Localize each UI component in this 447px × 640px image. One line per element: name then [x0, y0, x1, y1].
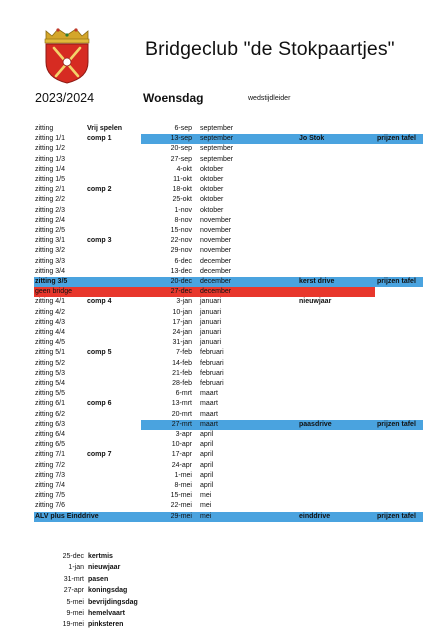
session-month: januari	[200, 339, 222, 347]
session-month: april	[200, 461, 214, 469]
schedule-row	[0, 471, 447, 481]
session-date: 13-dec	[170, 267, 192, 275]
event-label: paasdrive	[299, 420, 332, 428]
session-name: zitting 4/3	[35, 318, 65, 326]
session-month: november	[200, 247, 232, 255]
session-name: zitting	[35, 125, 54, 132]
session-name: zitting 3/3	[35, 257, 65, 265]
session-month: december	[200, 278, 232, 285]
event-label: Jo Stok	[299, 135, 325, 143]
schedule-row	[0, 420, 447, 430]
session-date: 8-mei	[174, 482, 192, 489]
schedule-row	[0, 318, 447, 328]
schedule-row	[0, 165, 447, 175]
schedule-row	[0, 206, 447, 216]
prize-label: prijzen tafel	[377, 512, 416, 520]
session-date: 11-okt	[173, 176, 192, 183]
session-name: zitting 3/2	[35, 247, 65, 255]
session-name: geen bridge	[35, 288, 72, 296]
session-month: december	[200, 267, 232, 275]
session-date: 6-dec	[174, 257, 192, 265]
session-name: zitting 1/1	[35, 135, 65, 143]
session-month: april	[200, 482, 214, 489]
holiday-row	[0, 574, 447, 585]
session-month: maart	[200, 420, 218, 428]
schedule-row	[0, 440, 447, 450]
session-month: januari	[200, 298, 222, 306]
competition-label: comp 4	[87, 298, 112, 306]
schedule-row	[0, 369, 447, 379]
competition-label: comp 7	[87, 451, 112, 459]
schedule-row	[0, 461, 447, 471]
session-month: april	[200, 441, 214, 449]
session-month: april	[200, 451, 214, 459]
session-date: 24-jan	[172, 329, 192, 336]
schedule-row	[0, 185, 447, 195]
prize-label: prijzen tafel	[377, 278, 416, 285]
session-month: april	[200, 471, 214, 479]
session-date: 29-mei	[170, 512, 192, 520]
holiday-name: nieuwjaar	[88, 564, 121, 572]
session-date: 10-jan	[172, 308, 192, 316]
event-label: kerst drive	[299, 278, 335, 285]
session-date: 20-sep	[170, 145, 192, 153]
schedule-row	[0, 430, 447, 440]
schedule-row	[0, 297, 447, 307]
schedule-row	[0, 144, 447, 154]
session-name: zitting 4/1	[35, 298, 65, 306]
session-date: 15-nov	[170, 227, 192, 234]
session-month: januari	[200, 318, 222, 326]
session-month: september	[200, 155, 234, 163]
session-name: zitting 2/4	[35, 216, 65, 224]
session-name: zitting 7/1	[35, 451, 65, 459]
session-date: 13-sep	[170, 135, 192, 143]
schedule-row	[0, 124, 447, 134]
prize-label: prijzen tafel	[377, 135, 416, 143]
weekday-label: Woensdag	[143, 91, 204, 105]
session-month: februari	[200, 380, 224, 387]
schedule-row	[0, 481, 447, 491]
holiday-name: pasen	[88, 575, 109, 583]
competition-label: Vrij spelen	[87, 125, 123, 132]
session-date: 27-sep	[170, 155, 192, 163]
holiday-row	[0, 597, 447, 608]
session-name: zitting 7/6	[35, 502, 65, 510]
schedule-row	[0, 155, 447, 165]
session-date: 17-apr	[171, 451, 192, 459]
session-month: september	[200, 145, 234, 153]
session-date: 27-dec	[170, 288, 192, 296]
session-date: 3-jan	[176, 298, 192, 306]
session-month: oktober	[200, 206, 224, 214]
schedule-row	[0, 134, 447, 144]
session-name: zitting 2/1	[35, 186, 65, 194]
session-date: 21-feb	[172, 369, 192, 377]
session-name: zitting 5/2	[35, 359, 65, 367]
session-month: november	[200, 237, 232, 245]
session-name: zitting 6/1	[35, 400, 65, 408]
schedule-row	[0, 348, 447, 358]
schedule-row	[0, 399, 447, 409]
session-name: zitting 2/2	[35, 196, 65, 204]
session-date: 18-okt	[172, 186, 192, 194]
holiday-name: hemelvaart	[88, 610, 125, 617]
session-name: zitting 1/4	[35, 165, 65, 173]
schedule-row	[0, 359, 447, 369]
session-name: zitting 1/2	[35, 145, 65, 153]
session-date: 17-jan	[172, 318, 192, 326]
session-month: januari	[200, 308, 222, 316]
session-date: 3-apr	[175, 431, 192, 438]
session-month: oktober	[200, 196, 224, 204]
session-month: december	[200, 257, 232, 265]
session-date: 8-nov	[174, 216, 192, 224]
session-date: 27-mrt	[171, 420, 192, 428]
session-name: ALV plus Einddrive	[35, 512, 99, 520]
schedule-row	[0, 216, 447, 226]
session-month: februari	[200, 359, 224, 367]
session-date: 24-apr	[171, 461, 192, 469]
holiday-row	[0, 608, 447, 619]
holiday-name: koningsdag	[88, 587, 128, 595]
schedule-row	[0, 491, 447, 501]
session-name: zitting 3/4	[35, 267, 65, 275]
session-month: september	[200, 135, 234, 143]
schedule-row	[0, 226, 447, 236]
session-name: zitting 1/5	[35, 176, 65, 183]
session-name: zitting 3/5	[35, 278, 68, 285]
session-month: oktober	[200, 165, 224, 173]
session-month: mei	[200, 512, 212, 520]
event-label: einddrive	[299, 512, 331, 520]
competition-label: comp 5	[87, 349, 112, 357]
session-month: januari	[200, 329, 222, 336]
session-name: zitting 5/3	[35, 369, 65, 377]
schedule-row	[0, 501, 447, 511]
leader-label: wedstijdleider	[248, 95, 291, 102]
session-name: zitting 4/2	[35, 308, 65, 316]
session-month: maart	[200, 410, 218, 418]
competition-label: comp 6	[87, 400, 112, 408]
holiday-name: kertmis	[88, 553, 113, 560]
session-name: zitting 5/5	[35, 390, 65, 398]
session-date: 4-okt	[176, 165, 192, 173]
session-name: zitting 7/5	[35, 492, 65, 500]
schedule-row	[0, 328, 447, 338]
session-name: zitting 2/3	[35, 206, 65, 214]
schedule-row	[0, 246, 447, 256]
session-date: 20-mrt	[171, 410, 192, 418]
schedule-row	[0, 410, 447, 420]
session-date: 7-feb	[176, 349, 192, 357]
session-date: 31-jan	[172, 339, 192, 347]
session-name: zitting 5/4	[35, 380, 65, 387]
session-name: zitting 4/4	[35, 329, 65, 336]
schedule-row	[0, 450, 447, 460]
session-date: 14-feb	[172, 359, 192, 367]
session-month: oktober	[200, 186, 224, 194]
holiday-name: bevrijdingsdag	[88, 598, 138, 606]
session-month: mei	[200, 492, 212, 500]
session-date: 22-nov	[170, 237, 192, 245]
session-name: zitting 1/3	[35, 155, 65, 163]
session-name: zitting 3/1	[35, 237, 65, 245]
holiday-name: pinksteren	[88, 621, 124, 629]
event-label: nieuwjaar	[299, 298, 332, 306]
club-logo	[40, 26, 94, 84]
session-date: 13-mrt	[171, 400, 192, 408]
holiday-date: 31-mrt	[63, 575, 84, 583]
holiday-row	[0, 585, 447, 596]
session-name: zitting 6/5	[35, 441, 65, 449]
session-date: 29-nov	[170, 247, 192, 255]
session-month: april	[200, 431, 214, 438]
holiday-date: 5-mei	[66, 598, 84, 606]
session-date: 20-dec	[170, 278, 192, 285]
holiday-date: 9-mei	[66, 610, 84, 617]
club-title: Bridgeclub "de Stokpaartjes"	[145, 38, 395, 60]
session-month: maart	[200, 390, 218, 398]
session-date: 6-sep	[174, 125, 192, 132]
session-name: zitting 5/1	[35, 349, 65, 357]
holiday-row	[0, 551, 447, 562]
session-date: 25-okt	[172, 196, 192, 204]
session-date: 10-apr	[171, 441, 192, 449]
session-date: 15-mei	[170, 492, 192, 500]
holiday-date: 27-apr	[63, 587, 84, 595]
schedule-row	[0, 195, 447, 205]
prize-label: prijzen tafel	[377, 420, 416, 428]
session-month: november	[200, 216, 232, 224]
session-month: december	[200, 288, 232, 296]
schedule-row	[0, 267, 447, 277]
session-name: zitting 2/5	[35, 227, 65, 234]
session-date: 1-nov	[174, 206, 192, 214]
session-date: 22-mei	[170, 502, 192, 510]
season-label: 2023/2024	[35, 91, 95, 105]
session-month: februari	[200, 369, 224, 377]
holiday-row	[0, 562, 447, 573]
schedule-row	[0, 308, 447, 318]
session-name: zitting 6/2	[35, 410, 65, 418]
session-name: zitting 4/5	[35, 339, 65, 347]
session-name: zitting 7/3	[35, 471, 65, 479]
competition-label: comp 2	[87, 186, 112, 194]
schedule-row	[0, 379, 447, 389]
session-month: november	[200, 227, 232, 234]
schedule-row	[0, 512, 447, 522]
session-name: zitting 6/4	[35, 431, 65, 438]
session-date: 28-feb	[172, 380, 192, 387]
session-name: zitting 7/4	[35, 482, 65, 489]
schedule-row	[0, 338, 447, 348]
holiday-date: 19-mei	[62, 621, 84, 629]
holiday-row	[0, 619, 447, 630]
session-date: 1-mei	[174, 471, 192, 479]
schedule-row	[0, 277, 447, 287]
session-month: oktober	[200, 176, 224, 183]
schedule-row	[0, 389, 447, 399]
schedule-row	[0, 236, 447, 246]
session-month: februari	[200, 349, 224, 357]
session-name: zitting 7/2	[35, 461, 65, 469]
session-month: september	[200, 125, 234, 132]
competition-label: comp 3	[87, 237, 112, 245]
schedule-row	[0, 287, 447, 297]
session-month: mei	[200, 502, 212, 510]
competition-label: comp 1	[87, 135, 112, 143]
schedule-row	[0, 175, 447, 185]
session-name: zitting 6/3	[35, 420, 65, 428]
holiday-date: 25-dec	[62, 553, 84, 560]
holiday-date: 1-jan	[68, 564, 84, 572]
schedule-row	[0, 257, 447, 267]
session-month: maart	[200, 400, 218, 408]
session-date: 6-mrt	[175, 390, 192, 398]
